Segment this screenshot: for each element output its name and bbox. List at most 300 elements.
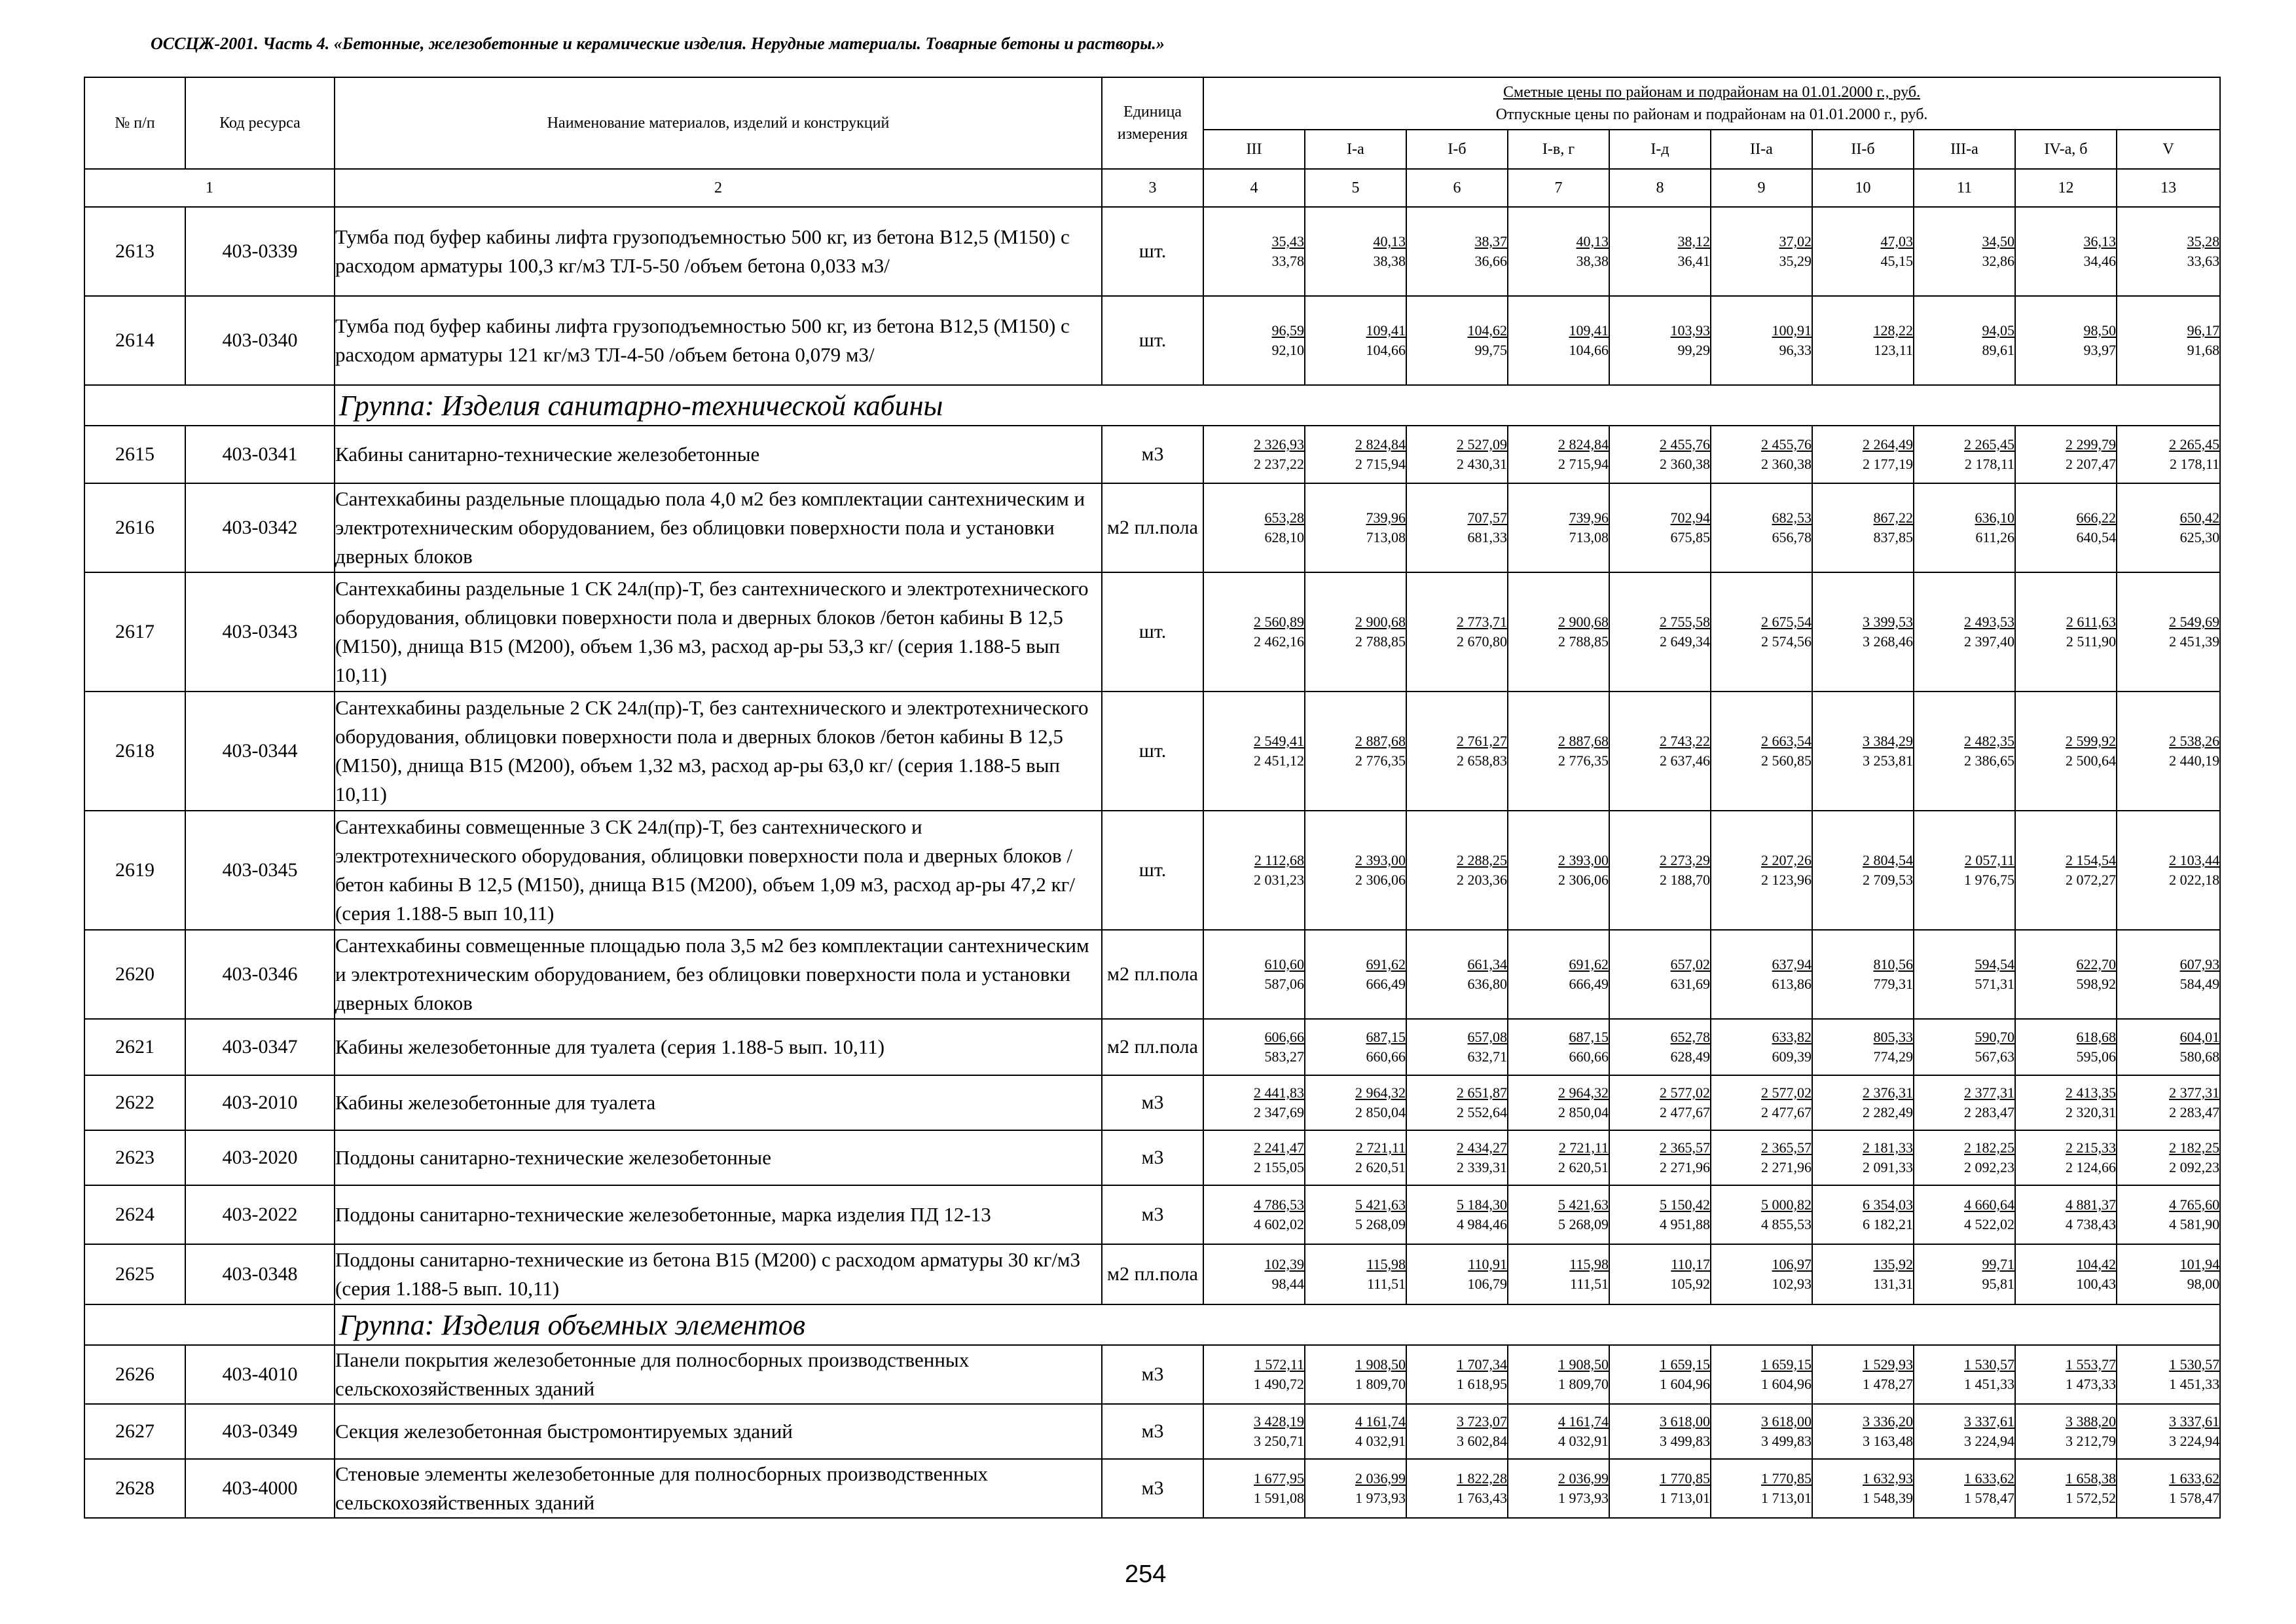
column-number: 2	[335, 169, 1102, 207]
otpusknaya-price: 2 715,94	[1558, 456, 1609, 472]
otpusknaya-price: 2 500,64	[2066, 752, 2116, 769]
otpusknaya-price: 2 092,23	[2169, 1159, 2220, 1175]
otpusknaya-price: 584,49	[2179, 976, 2220, 992]
otpusknaya-price: 2 203,36	[1457, 872, 1507, 888]
row-number: 2613	[84, 207, 185, 296]
price-cell	[1305, 572, 1406, 692]
otpusknaya-price: 2 658,83	[1457, 752, 1507, 769]
smetnaya-price: 2 887,68	[1355, 733, 1406, 749]
otpusknaya-price: 98,00	[2187, 1276, 2220, 1292]
otpusknaya-price: 1 578,47	[2169, 1490, 2220, 1506]
smetnaya-price: 2 761,27	[1457, 733, 1507, 749]
price-cell	[2015, 1019, 2117, 1075]
otpusknaya-price: 89,61	[1982, 342, 2014, 358]
price-cell	[1203, 207, 1305, 296]
smetnaya-price: 2 964,32	[1355, 1084, 1406, 1101]
price-cell	[1203, 692, 1305, 811]
price-cell	[1508, 483, 1609, 572]
otpusknaya-price: 625,30	[2179, 529, 2220, 545]
group-row	[84, 385, 2220, 426]
table-row	[84, 207, 2220, 296]
otpusknaya-price: 4 032,91	[1355, 1433, 1406, 1449]
smetnaya-price: 2 455,76	[1761, 436, 1812, 452]
table-row	[84, 811, 2220, 930]
col-header-unit: Единица измерения	[1102, 77, 1203, 169]
otpusknaya-price: 4 738,43	[2066, 1216, 2116, 1232]
smetnaya-price: 1 822,28	[1457, 1470, 1507, 1486]
price-cell	[1508, 930, 1609, 1019]
price-cell	[1914, 1459, 2015, 1518]
price-cell	[2117, 426, 2220, 483]
table-row	[84, 1244, 2220, 1304]
otpusknaya-price: 2 339,31	[1457, 1159, 1507, 1175]
otpusknaya-price: 628,49	[1670, 1048, 1710, 1065]
smetnaya-price: 115,98	[1569, 1256, 1609, 1272]
resource-code: 403-0343	[185, 572, 335, 692]
otpusknaya-price: 2 451,39	[2169, 633, 2220, 650]
otpusknaya-price: 611,26	[1975, 529, 2014, 545]
material-name: Поддоны санитарно-технические железобетонные	[335, 1130, 1102, 1185]
resource-code: 403-0344	[185, 692, 335, 811]
price-cell	[1406, 1185, 1508, 1244]
price-cell	[1914, 1130, 2015, 1185]
price-cell	[1508, 1130, 1609, 1185]
otpusknaya-price: 2 552,64	[1457, 1104, 1507, 1120]
smetnaya-price: 691,62	[1366, 956, 1406, 972]
otpusknaya-price: 640,54	[2076, 529, 2116, 545]
otpusknaya-price: 598,92	[2076, 976, 2116, 992]
smetnaya-price: 38,37	[1474, 233, 1507, 249]
smetnaya-price: 2 264,49	[1863, 436, 1913, 452]
smetnaya-price: 1 908,50	[1558, 1356, 1609, 1373]
smetnaya-price: 4 660,64	[1964, 1196, 2014, 1213]
price-cell	[1406, 1130, 1508, 1185]
otpusknaya-price: 33,63	[2187, 253, 2220, 269]
smetnaya-price: 1 677,95	[1254, 1470, 1304, 1486]
price-cell	[1711, 1185, 1812, 1244]
price-cell	[1305, 1130, 1406, 1185]
table-row	[84, 483, 2220, 572]
smetnaya-price: 1 633,62	[2169, 1470, 2220, 1486]
col-header-code: Код ресурса	[185, 77, 335, 169]
table-row	[84, 1185, 2220, 1244]
smetnaya-price: 610,60	[1264, 956, 1304, 972]
smetnaya-price: 657,02	[1670, 956, 1710, 972]
price-cell	[1508, 296, 1609, 385]
price-cell	[1711, 572, 1812, 692]
row-number: 2621	[84, 1019, 185, 1075]
column-number: 13	[2117, 169, 2220, 207]
smetnaya-price: 2 112,68	[1254, 852, 1304, 868]
otpusknaya-price: 2 124,66	[2066, 1159, 2116, 1175]
otpusknaya-price: 1 451,33	[2169, 1376, 2220, 1392]
table-row	[84, 1075, 2220, 1130]
price-cell	[1609, 207, 1711, 296]
row-number: 2625	[84, 1244, 185, 1304]
otpusknaya-price: 2 282,49	[1863, 1104, 1913, 1120]
unit-of-measure: шт.	[1102, 692, 1203, 811]
price-cell	[1812, 483, 1914, 572]
price-cell	[1609, 296, 1711, 385]
price-cell	[1203, 572, 1305, 692]
column-number: 5	[1305, 169, 1406, 207]
otpusknaya-price: 2 271,96	[1761, 1159, 1812, 1175]
smetnaya-price: 3 428,19	[1254, 1413, 1304, 1430]
otpusknaya-price: 2 091,33	[1863, 1159, 1913, 1175]
price-cell	[1914, 1019, 2015, 1075]
otpusknaya-price: 1 809,70	[1355, 1376, 1406, 1392]
material-name: Стеновые элементы железобетонные для полносборных производственных сельскохозяйственных зданий	[335, 1459, 1102, 1518]
otpusknaya-price: 2 123,96	[1761, 872, 1812, 888]
price-cell	[1305, 207, 1406, 296]
price-cell	[1711, 1130, 1812, 1185]
smetnaya-price: 3 337,61	[2169, 1413, 2220, 1430]
price-cell	[1914, 692, 2015, 811]
smetnaya-price: 2 900,68	[1355, 614, 1406, 630]
column-number: 1	[84, 169, 335, 207]
price-cell	[1203, 483, 1305, 572]
smetnaya-price: 2 376,31	[1863, 1084, 1913, 1101]
smetnaya-price: 687,15	[1366, 1029, 1406, 1045]
smetnaya-price: 101,94	[2179, 1256, 2220, 1272]
unit-of-measure: м2 пл.пола	[1102, 1244, 1203, 1304]
unit-of-measure: м3	[1102, 1459, 1203, 1518]
unit-of-measure: м3	[1102, 1345, 1203, 1404]
price-cell	[1914, 1244, 2015, 1304]
price-cell	[1305, 1244, 1406, 1304]
otpusknaya-price: 636,80	[1467, 976, 1507, 992]
otpusknaya-price: 32,86	[1982, 253, 2014, 269]
smetnaya-price: 2 181,33	[1863, 1139, 1913, 1156]
otpusknaya-price: 2 440,19	[2169, 752, 2220, 769]
prices-header-smetnye: Сметные цены по районам и подрайонам на 01.01.2000 г., руб.	[1503, 84, 1921, 101]
table-row	[84, 296, 2220, 385]
otpusknaya-price: 38,38	[1576, 253, 1609, 269]
otpusknaya-price: 2 022,18	[2169, 872, 2220, 888]
otpusknaya-price: 2 788,85	[1355, 633, 1406, 650]
smetnaya-price: 707,57	[1467, 509, 1507, 526]
smetnaya-price: 702,94	[1670, 509, 1710, 526]
smetnaya-price: 99,71	[1982, 1256, 2014, 1272]
smetnaya-price: 805,33	[1873, 1029, 1913, 1045]
price-cell	[1914, 483, 2015, 572]
smetnaya-price: 110,91	[1468, 1256, 1507, 1272]
price-cell	[1711, 1459, 1812, 1518]
smetnaya-price: 5 150,42	[1660, 1196, 1710, 1213]
otpusknaya-price: 666,49	[1366, 976, 1406, 992]
price-cell	[1609, 692, 1711, 811]
price-cell	[1305, 426, 1406, 483]
price-cell	[1305, 692, 1406, 811]
smetnaya-price: 590,70	[1975, 1029, 2014, 1045]
otpusknaya-price: 2 155,05	[1254, 1159, 1304, 1175]
price-cell	[1609, 811, 1711, 930]
smetnaya-price: 35,28	[2187, 233, 2220, 249]
price-cell	[1508, 1345, 1609, 1404]
otpusknaya-price: 1 490,72	[1254, 1376, 1304, 1392]
resource-code: 403-0339	[185, 207, 335, 296]
price-cell	[1508, 692, 1609, 811]
price-table	[84, 77, 2221, 1519]
smetnaya-price: 657,08	[1467, 1029, 1507, 1045]
otpusknaya-price: 660,66	[1569, 1048, 1609, 1065]
smetnaya-price: 2 036,99	[1355, 1470, 1406, 1486]
col-header-name: Наименование материалов, изделий и конструкций	[335, 77, 1102, 169]
group-row-blank	[84, 1304, 335, 1345]
smetnaya-price: 594,54	[1975, 956, 2014, 972]
smetnaya-price: 2 773,71	[1457, 614, 1507, 630]
otpusknaya-price: 6 182,21	[1863, 1216, 1913, 1232]
price-cell	[1914, 1404, 2015, 1459]
smetnaya-price: 47,03	[1880, 233, 1913, 249]
otpusknaya-price: 2 320,31	[2066, 1104, 2116, 1120]
row-number: 2623	[84, 1130, 185, 1185]
smetnaya-price: 2 241,47	[1254, 1139, 1304, 1156]
price-cell	[1812, 1244, 1914, 1304]
unit-of-measure: шт.	[1102, 296, 1203, 385]
smetnaya-price: 633,82	[1772, 1029, 1812, 1045]
smetnaya-price: 2 207,26	[1761, 852, 1812, 868]
otpusknaya-price: 779,31	[1873, 976, 1913, 992]
price-cell	[1914, 811, 2015, 930]
smetnaya-price: 687,15	[1569, 1029, 1609, 1045]
otpusknaya-price: 1 713,01	[1660, 1490, 1710, 1506]
price-cell	[1508, 1185, 1609, 1244]
smetnaya-price: 666,22	[2076, 509, 2116, 526]
otpusknaya-price: 1 604,96	[1761, 1376, 1812, 1392]
table-row	[84, 1459, 2220, 1518]
smetnaya-price: 2 549,69	[2169, 614, 2220, 630]
otpusknaya-price: 123,11	[1874, 342, 1913, 358]
smetnaya-price: 618,68	[2076, 1029, 2116, 1045]
otpusknaya-price: 2 574,56	[1761, 633, 1812, 650]
otpusknaya-price: 713,08	[1569, 529, 1609, 545]
price-cell	[1914, 296, 2015, 385]
otpusknaya-price: 111,51	[1570, 1276, 1609, 1292]
unit-of-measure: м3	[1102, 1130, 1203, 1185]
smetnaya-price: 3 388,20	[2066, 1413, 2116, 1430]
otpusknaya-price: 4 581,90	[2169, 1216, 2220, 1232]
price-cell	[1812, 692, 1914, 811]
region-header: V	[2117, 130, 2220, 169]
unit-of-measure: шт.	[1102, 811, 1203, 930]
smetnaya-price: 3 723,07	[1457, 1413, 1507, 1430]
smetnaya-price: 682,53	[1772, 509, 1812, 526]
price-cell	[1812, 1345, 1914, 1404]
material-name: Тумба под буфер кабины лифта грузоподъемностью 500 кг, из бетона В12,5 (М150) с расходом арматуры 100,3 кг/м3 ТЛ-5-50 /объем бетона 0,033 м3/	[335, 207, 1102, 296]
col-header-no: № п/п	[84, 77, 185, 169]
smetnaya-price: 104,42	[2076, 1256, 2116, 1272]
material-name: Кабины железобетонные для туалета (серия 1.188-5 вып. 10,11)	[335, 1019, 1102, 1075]
price-cell	[1305, 1459, 1406, 1518]
price-cell	[1812, 1075, 1914, 1130]
smetnaya-price: 3 337,61	[1964, 1413, 2014, 1430]
smetnaya-price: 2 527,09	[1457, 436, 1507, 452]
otpusknaya-price: 2 237,22	[1254, 456, 1304, 472]
price-cell	[2015, 483, 2117, 572]
column-number: 8	[1609, 169, 1711, 207]
smetnaya-price: 2 493,53	[1964, 614, 2014, 630]
smetnaya-price: 4 881,37	[2066, 1196, 2116, 1213]
price-cell	[2117, 1404, 2220, 1459]
smetnaya-price: 2 721,11	[1355, 1139, 1406, 1156]
smetnaya-price: 2 365,57	[1761, 1139, 1812, 1156]
unit-of-measure: м3	[1102, 1185, 1203, 1244]
otpusknaya-price: 3 224,94	[1964, 1433, 2014, 1449]
smetnaya-price: 6 354,03	[1863, 1196, 1913, 1213]
smetnaya-price: 40,13	[1373, 233, 1406, 249]
column-number: 7	[1508, 169, 1609, 207]
otpusknaya-price: 2 709,53	[1863, 872, 1913, 888]
otpusknaya-price: 2 031,23	[1254, 872, 1304, 888]
smetnaya-price: 2 824,84	[1355, 436, 1406, 452]
smetnaya-price: 1 658,38	[2066, 1470, 2116, 1486]
resource-code: 403-0346	[185, 930, 335, 1019]
material-name: Поддоны санитарно-технические из бетона В15 (М200) с расходом арматуры 30 кг/м3 (серия 1.188-5 вып. 10,11)	[335, 1244, 1102, 1304]
price-cell	[1711, 426, 1812, 483]
resource-code: 403-2022	[185, 1185, 335, 1244]
smetnaya-price: 652,78	[1670, 1029, 1710, 1045]
price-cell	[1812, 1185, 1914, 1244]
price-cell	[2015, 1404, 2117, 1459]
otpusknaya-price: 609,39	[1772, 1048, 1812, 1065]
price-cell	[2015, 207, 2117, 296]
otpusknaya-price: 1 973,93	[1558, 1490, 1609, 1506]
otpusknaya-price: 3 499,83	[1660, 1433, 1710, 1449]
otpusknaya-price: 1 578,47	[1964, 1490, 2014, 1506]
price-cell	[1812, 296, 1914, 385]
otpusknaya-price: 92,10	[1271, 342, 1304, 358]
otpusknaya-price: 631,69	[1670, 976, 1710, 992]
otpusknaya-price: 2 306,06	[1558, 872, 1609, 888]
otpusknaya-price: 2 649,34	[1660, 633, 1710, 650]
price-cell	[1609, 483, 1711, 572]
price-cell	[1203, 811, 1305, 930]
price-cell	[2015, 426, 2117, 483]
otpusknaya-price: 2 776,35	[1355, 752, 1406, 769]
region-header: II-б	[1812, 130, 1914, 169]
otpusknaya-price: 2 178,11	[2169, 456, 2220, 472]
price-cell	[1508, 1075, 1609, 1130]
col-header-prices	[1203, 77, 2220, 130]
otpusknaya-price: 3 224,94	[2169, 1433, 2220, 1449]
smetnaya-price: 2 103,44	[2169, 852, 2220, 868]
column-number: 6	[1406, 169, 1508, 207]
column-number: 9	[1711, 169, 1812, 207]
smetnaya-price: 2 455,76	[1660, 436, 1710, 452]
material-name: Панели покрытия железобетонные для полносборных производственных сельскохозяйственных зданий	[335, 1345, 1102, 1404]
smetnaya-price: 2 413,35	[2066, 1084, 2116, 1101]
otpusknaya-price: 3 163,48	[1863, 1433, 1913, 1449]
otpusknaya-price: 1 591,08	[1254, 1490, 1304, 1506]
price-cell	[2117, 1075, 2220, 1130]
price-cell	[1203, 1130, 1305, 1185]
otpusknaya-price: 4 984,46	[1457, 1216, 1507, 1232]
smetnaya-price: 2 182,25	[2169, 1139, 2220, 1156]
price-cell	[2117, 1185, 2220, 1244]
otpusknaya-price: 34,46	[2083, 253, 2116, 269]
row-number: 2617	[84, 572, 185, 692]
price-cell	[1305, 1345, 1406, 1404]
unit-of-measure: м2 пл.пола	[1102, 930, 1203, 1019]
price-cell	[1609, 572, 1711, 692]
smetnaya-price: 810,56	[1873, 956, 1913, 972]
price-cell	[1711, 1019, 1812, 1075]
resource-code: 403-0345	[185, 811, 335, 930]
resource-code: 403-4010	[185, 1345, 335, 1404]
otpusknaya-price: 1 451,33	[1964, 1376, 2014, 1392]
smetnaya-price: 40,13	[1576, 233, 1609, 249]
otpusknaya-price: 4 855,53	[1761, 1216, 1812, 1232]
prices-header-otpusknye: Отпускные цены по районам и подрайонам на 01.01.2000 г., руб.	[1495, 106, 1928, 123]
smetnaya-price: 5 421,63	[1355, 1196, 1406, 1213]
resource-code: 403-0341	[185, 426, 335, 483]
row-number: 2626	[84, 1345, 185, 1404]
otpusknaya-price: 35,29	[1779, 253, 1812, 269]
price-cell	[1406, 1019, 1508, 1075]
unit-of-measure: м3	[1102, 426, 1203, 483]
price-cell	[1812, 426, 1914, 483]
price-cell	[1711, 930, 1812, 1019]
smetnaya-price: 2 755,58	[1660, 614, 1710, 630]
otpusknaya-price: 628,10	[1264, 529, 1304, 545]
price-cell	[2015, 930, 2117, 1019]
smetnaya-price: 1 659,15	[1761, 1356, 1812, 1373]
price-cell	[1508, 1019, 1609, 1075]
smetnaya-price: 2 887,68	[1558, 733, 1609, 749]
smetnaya-price: 102,39	[1264, 1256, 1304, 1272]
price-cell	[1508, 811, 1609, 930]
otpusknaya-price: 4 522,02	[1964, 1216, 2014, 1232]
price-cell	[1203, 1019, 1305, 1075]
table-row	[84, 1130, 2220, 1185]
smetnaya-price: 1 529,93	[1863, 1356, 1913, 1373]
smetnaya-price: 2 599,92	[2066, 733, 2116, 749]
smetnaya-price: 104,62	[1467, 322, 1507, 339]
price-cell	[1914, 930, 2015, 1019]
otpusknaya-price: 2 477,67	[1660, 1104, 1710, 1120]
otpusknaya-price: 38,38	[1373, 253, 1406, 269]
otpusknaya-price: 4 951,88	[1660, 1216, 1710, 1232]
price-cell	[1812, 811, 1914, 930]
smetnaya-price: 38,12	[1677, 233, 1710, 249]
otpusknaya-price: 2 386,65	[1964, 752, 2014, 769]
smetnaya-price: 103,93	[1670, 322, 1710, 339]
smetnaya-price: 2 377,31	[2169, 1084, 2220, 1101]
otpusknaya-price: 675,85	[1670, 529, 1710, 545]
price-cell	[2117, 1019, 2220, 1075]
smetnaya-price: 650,42	[2179, 509, 2220, 526]
otpusknaya-price: 2 462,16	[1254, 633, 1304, 650]
otpusknaya-price: 1 572,52	[2066, 1490, 2116, 1506]
material-name: Кабины санитарно-технические железобетонные	[335, 426, 1102, 483]
otpusknaya-price: 2 620,51	[1558, 1159, 1609, 1175]
price-cell	[1609, 1404, 1711, 1459]
smetnaya-price: 109,41	[1366, 322, 1406, 339]
unit-of-measure: шт.	[1102, 572, 1203, 692]
smetnaya-price: 4 786,53	[1254, 1196, 1304, 1213]
price-cell	[2117, 811, 2220, 930]
otpusknaya-price: 3 250,71	[1254, 1433, 1304, 1449]
smetnaya-price: 739,96	[1366, 509, 1406, 526]
smetnaya-price: 606,66	[1264, 1029, 1304, 1045]
price-cell	[2015, 1244, 2117, 1304]
price-cell	[2015, 572, 2117, 692]
smetnaya-price: 2 824,84	[1558, 436, 1609, 452]
price-cell	[2015, 1459, 2117, 1518]
smetnaya-price: 2 577,02	[1660, 1084, 1710, 1101]
otpusknaya-price: 2 637,46	[1660, 752, 1710, 769]
